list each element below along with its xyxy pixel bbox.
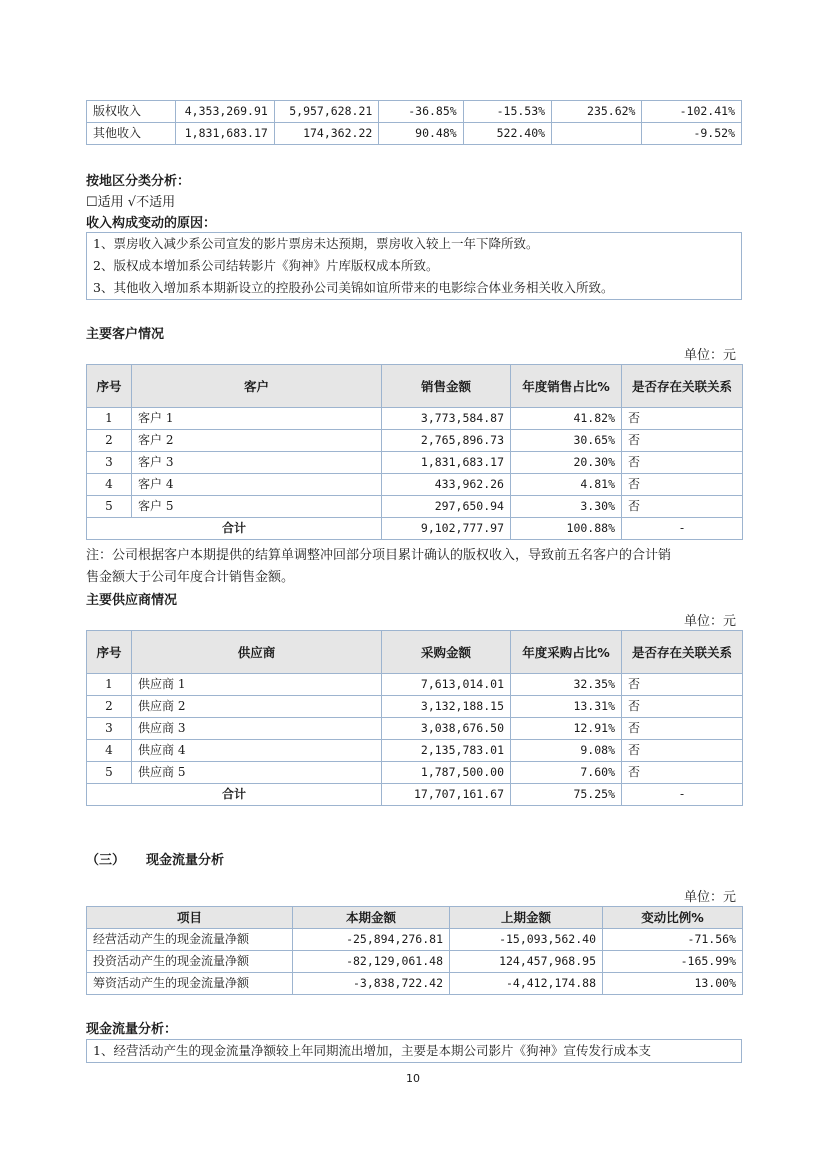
customers-note-1: 注：公司根据客户本期提供的结算单调整冲回部分项目累计确认的版权收入，导致前五名客户的合计销 [86, 548, 672, 563]
cell: 供应商 2 [132, 696, 382, 718]
row-label: 其他收入 [87, 123, 176, 145]
cell: 否 [622, 762, 743, 784]
cell: 13.00% [603, 973, 743, 995]
cell: 客户 2 [132, 430, 382, 452]
table-row [87, 474, 743, 496]
table-row [87, 696, 743, 718]
total-label: 合计 [87, 784, 382, 806]
table-row [87, 762, 743, 784]
cell: 2 [87, 696, 132, 718]
page-number: 10 [406, 1072, 420, 1085]
customers-unit: 单位：元 [684, 348, 737, 363]
cell: 2 [87, 430, 132, 452]
region-title: 按地区分类分析： [86, 174, 191, 189]
header-cell: 项目 [87, 907, 293, 929]
table-row [87, 951, 743, 973]
total-row [87, 784, 743, 806]
table-header [87, 631, 743, 674]
header-cell: 是否存在关联关系 [622, 365, 743, 408]
customers-title: 主要客户情况 [86, 327, 165, 342]
cell: 否 [622, 474, 743, 496]
cell: 投资活动产生的现金流量净额 [87, 951, 293, 973]
cell: 客户 5 [132, 496, 382, 518]
table-row [87, 929, 743, 951]
table-row [87, 452, 743, 474]
total-rel: - [622, 784, 743, 806]
cell: 3.30% [511, 496, 622, 518]
header-cell: 序号 [87, 365, 132, 408]
total-pct: 75.25% [511, 784, 622, 806]
cell: 1,831,683.17 [382, 452, 511, 474]
cell: 2,765,896.73 [382, 430, 511, 452]
cell: 否 [622, 496, 743, 518]
cell: 235.62% [552, 101, 642, 123]
cell: 7.60% [511, 762, 622, 784]
cell: 12.91% [511, 718, 622, 740]
revenue-table [86, 100, 742, 145]
cell: -82,129,061.48 [293, 951, 450, 973]
region-options: ☐适用 √不适用 [86, 195, 176, 210]
cell [552, 123, 642, 145]
header-cell: 年度采购占比% [511, 631, 622, 674]
header-cell: 是否存在关联关系 [622, 631, 743, 674]
cell: 4.81% [511, 474, 622, 496]
cell: 20.30% [511, 452, 622, 474]
cell: -102.41% [642, 101, 742, 123]
cashflow-unit: 单位：元 [684, 890, 737, 905]
cell: 3,038,676.50 [382, 718, 511, 740]
customers-table [86, 364, 743, 540]
cell: 9.08% [511, 740, 622, 762]
total-rel: - [622, 518, 743, 540]
cell: 1 [87, 408, 132, 430]
suppliers-table [86, 630, 743, 806]
cell: -3,838,722.42 [293, 973, 450, 995]
cell: 供应商 4 [132, 740, 382, 762]
reason-item: 2、版权成本增加系公司结转影片《狗神》片库版权成本所致。 [93, 258, 439, 273]
row-label: 版权收入 [87, 101, 176, 123]
table-row [87, 973, 743, 995]
cell: -15,093,562.40 [450, 929, 603, 951]
cell: 否 [622, 408, 743, 430]
table-row [87, 674, 743, 696]
header-cell: 序号 [87, 631, 132, 674]
cell: 3 [87, 718, 132, 740]
cell: 客户 1 [132, 408, 382, 430]
table-row [87, 101, 742, 123]
suppliers-unit: 单位：元 [684, 614, 737, 629]
cell: -4,412,174.88 [450, 973, 603, 995]
table-row [87, 740, 743, 762]
total-row [87, 518, 743, 540]
cell: 否 [622, 696, 743, 718]
cell: 32.35% [511, 674, 622, 696]
suppliers-title: 主要供应商情况 [86, 593, 178, 608]
header-cell: 销售金额 [382, 365, 511, 408]
cell: 筹资活动产生的现金流量净额 [87, 973, 293, 995]
table-row [87, 496, 743, 518]
cell: 4 [87, 740, 132, 762]
cell: 否 [622, 452, 743, 474]
cell: 5 [87, 496, 132, 518]
cell: 3,773,584.87 [382, 408, 511, 430]
cell: 7,613,014.01 [382, 674, 511, 696]
table-header [87, 365, 743, 408]
cell: 3,132,188.15 [382, 696, 511, 718]
cell: 2,135,783.01 [382, 740, 511, 762]
cell: 90.48% [379, 123, 463, 145]
cell: 4,353,269.91 [176, 101, 274, 123]
cell: 供应商 5 [132, 762, 382, 784]
cell: 5,957,628.21 [274, 101, 378, 123]
table-row [87, 408, 743, 430]
cell: 174,362.22 [274, 123, 378, 145]
cell: 3 [87, 452, 132, 474]
header-cell: 上期金额 [450, 907, 603, 929]
table-row [87, 123, 742, 145]
cell: 否 [622, 430, 743, 452]
cell: -71.56% [603, 929, 743, 951]
analysis-line: 1、经营活动产生的现金流量净额较上年同期流出增加，主要是本期公司影片《狗神》宣传发行成本支 [93, 1043, 651, 1058]
total-amount: 9,102,777.97 [382, 518, 511, 540]
total-amount: 17,707,161.67 [382, 784, 511, 806]
header-cell: 年度销售占比% [511, 365, 622, 408]
cell: 否 [622, 740, 743, 762]
cell: 124,457,968.95 [450, 951, 603, 973]
cell: 13.31% [511, 696, 622, 718]
total-pct: 100.88% [511, 518, 622, 540]
cell: 1,787,500.00 [382, 762, 511, 784]
cashflow-analysis-title: 现金流量分析： [86, 1022, 178, 1037]
header-cell: 供应商 [132, 631, 382, 674]
customers-note-2: 售金额大于公司年度合计销售金额。 [86, 570, 295, 585]
total-label: 合计 [87, 518, 382, 540]
cell: 30.65% [511, 430, 622, 452]
table-row [87, 430, 743, 452]
cell: 客户 4 [132, 474, 382, 496]
header-cell: 变动比例% [603, 907, 743, 929]
cell: 供应商 3 [132, 718, 382, 740]
cell: 41.82% [511, 408, 622, 430]
cell: 1,831,683.17 [176, 123, 274, 145]
reasons-title: 收入构成变动的原因： [86, 216, 217, 231]
cell: -9.52% [642, 123, 742, 145]
cell: 经营活动产生的现金流量净额 [87, 929, 293, 951]
table-row [87, 718, 743, 740]
cell: -165.99% [603, 951, 743, 973]
cell: 供应商 1 [132, 674, 382, 696]
header-cell: 客户 [132, 365, 382, 408]
cell: 4 [87, 474, 132, 496]
cell: 297,650.94 [382, 496, 511, 518]
cashflow-table [86, 906, 743, 995]
cell: 522.40% [463, 123, 551, 145]
reason-item: 3、其他收入增加系本期新设立的控股孙公司美锦如谊所带来的电影综合体业务相关收入所致。 [93, 280, 614, 295]
reason-item: 1、票房收入减少系公司宣发的影片票房未达预期，票房收入较上一年下降所致。 [93, 236, 539, 251]
cell: -36.85% [379, 101, 463, 123]
cashflow-analysis-box [86, 1039, 742, 1063]
cell: 否 [622, 718, 743, 740]
cell: -25,894,276.81 [293, 929, 450, 951]
cell: 5 [87, 762, 132, 784]
header-cell: 本期金额 [293, 907, 450, 929]
reasons-box [86, 232, 742, 300]
section-title: 现金流量分析 [146, 853, 225, 868]
cell: -15.53% [463, 101, 551, 123]
cell: 1 [87, 674, 132, 696]
header-cell: 采购金额 [382, 631, 511, 674]
section-number: （三） [86, 853, 126, 868]
cell: 433,962.26 [382, 474, 511, 496]
table-header [87, 907, 743, 929]
cell: 客户 3 [132, 452, 382, 474]
cell: 否 [622, 674, 743, 696]
